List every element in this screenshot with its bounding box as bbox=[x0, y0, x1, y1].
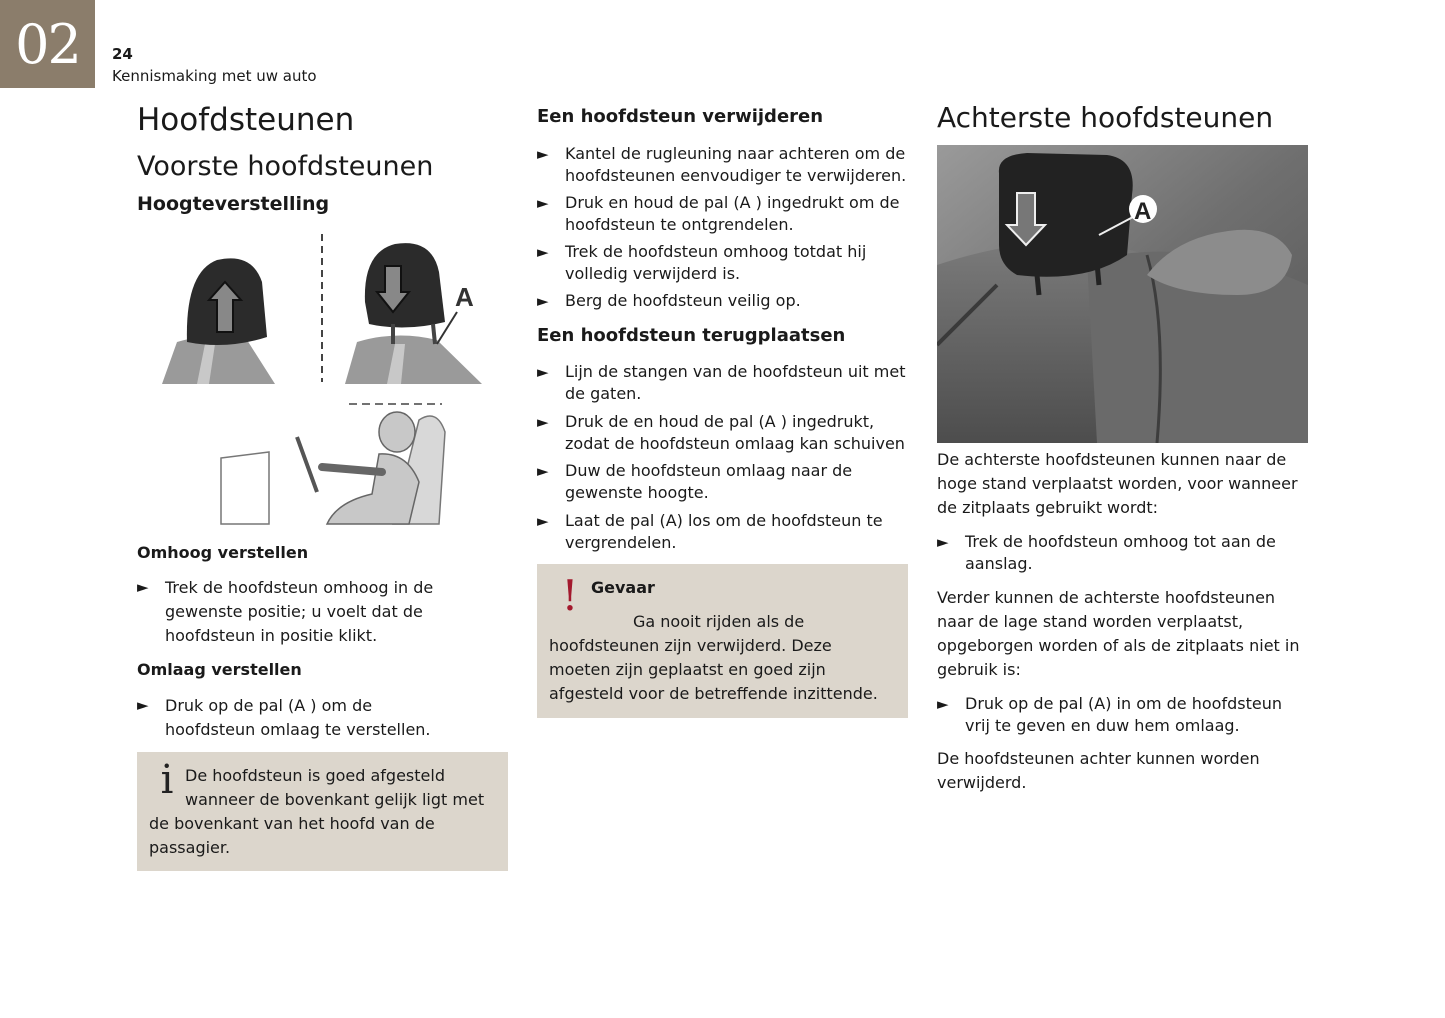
bullet-arrow-icon: ► bbox=[137, 578, 149, 596]
rear-headrest-photo bbox=[937, 145, 1308, 443]
bullet-arrow-icon: ► bbox=[537, 243, 549, 261]
info-note-text: De hoofdsteun is goed afgesteld wanneer de bovenkant gelijk ligt met de bovenkant van het hoofd van de passagier. bbox=[149, 766, 485, 857]
bullet-arrow-icon: ► bbox=[537, 413, 549, 431]
page-title: Hoofdsteunen bbox=[137, 102, 355, 138]
info-icon: i bbox=[160, 757, 174, 803]
list-item: ► Druk op de pal (A ) om de hoofdsteun omlaag te verstellen. bbox=[137, 696, 431, 739]
list-item: ► Duw de hoofdsteun omlaag naar de gewenste hoogte. bbox=[537, 461, 853, 502]
list-item: ► Laat de pal (A) los om de hoofdsteun te vergrendelen. bbox=[537, 511, 883, 552]
headrest-adjust-illustration bbox=[157, 232, 487, 527]
bullet-arrow-icon: ► bbox=[537, 194, 549, 212]
paragraph: De achterste hoofdsteunen kunnen naar de hoge stand verplaatst worden, voor wanneer de zitplaats gebruikt wordt: bbox=[937, 450, 1298, 517]
list-item: ► Druk op de pal (A) in om de hoofdsteun vrij te geven en duw hem omlaag. bbox=[937, 694, 1282, 735]
heading-remove-headrest: Een hoofdsteun verwijderen bbox=[537, 106, 824, 127]
heading-refit-headrest: Een hoofdsteun terugplaatsen bbox=[537, 325, 846, 346]
subtitle-front-headrests: Voorste hoofdsteunen bbox=[137, 151, 434, 182]
label-a: A bbox=[455, 282, 474, 312]
list-item: ► Trek de hoofdsteun omhoog in de gewenste positie; u voelt dat de hoofdsteun in positie klikt. bbox=[137, 578, 434, 645]
list-item: ► Druk en houd de pal (A ) ingedrukt om de hoofdsteun te ontgrendelen. bbox=[537, 193, 900, 234]
bullet-arrow-icon: ► bbox=[537, 462, 549, 480]
info-note bbox=[137, 752, 508, 871]
list-item: ► Trek de hoofdsteun omhoog totdat hij volledig verwijderd is. bbox=[537, 242, 867, 283]
list-item: ► Kantel de rugleuning naar achteren om de hoofdsteunen eenvoudiger te verwijderen. bbox=[537, 144, 907, 185]
label-a: A bbox=[1134, 198, 1152, 225]
bullet-arrow-icon: ► bbox=[537, 363, 549, 381]
exclamation-icon: ! bbox=[561, 571, 579, 620]
bullet-arrow-icon: ► bbox=[137, 696, 149, 714]
chapter-number-box bbox=[0, 0, 95, 88]
heading-rear-headrests: Achterste hoofdsteunen bbox=[937, 101, 1274, 134]
driver-illustration bbox=[221, 412, 445, 524]
danger-text: Ga nooit rijden als de hoofdsteunen zijn verwijderd. Deze moeten zijn geplaatst en goed zijn afgesteld voor de betreffende inzittende. bbox=[549, 612, 878, 703]
heading-move-down: Omlaag verstellen bbox=[137, 660, 302, 679]
bullet-arrow-icon: ► bbox=[537, 512, 549, 530]
paragraph: Verder kunnen de achterste hoofdsteunen naar de lage stand worden verplaatst, opgeborgen worden of als de zitplaats niet in gebruik is: bbox=[937, 588, 1300, 679]
list-item: ► Druk de en houd de pal (A ) ingedrukt, zodat de hoofdsteun omlaag kan schuiven bbox=[537, 412, 905, 453]
heading-move-up: Omhoog verstellen bbox=[137, 543, 309, 562]
paragraph: De hoofdsteunen achter kunnen worden verwijderd. bbox=[937, 749, 1260, 792]
danger-note bbox=[537, 564, 908, 718]
danger-title: Gevaar bbox=[591, 578, 655, 597]
heading-height-adjustment: Hoogteverstelling bbox=[137, 193, 330, 215]
headrest-down-icon bbox=[345, 243, 482, 384]
list-item: ► Trek de hoofdsteun omhoog tot aan de aanslag. bbox=[937, 532, 1276, 573]
headrest-up-icon bbox=[162, 258, 275, 384]
section-title: Kennismaking met uw auto bbox=[112, 67, 317, 85]
bullet-arrow-icon: ► bbox=[937, 695, 949, 713]
page-number: 24 bbox=[112, 45, 133, 63]
bullet-arrow-icon: ► bbox=[937, 533, 949, 551]
list-item: ► Berg de hoofdsteun veilig op. bbox=[537, 291, 801, 310]
list-item: ► Lijn de stangen van de hoofdsteun uit met de gaten. bbox=[537, 362, 906, 403]
bullet-arrow-icon: ► bbox=[537, 292, 549, 310]
bullet-arrow-icon: ► bbox=[537, 145, 549, 163]
chapter-number: 02 bbox=[15, 12, 80, 76]
